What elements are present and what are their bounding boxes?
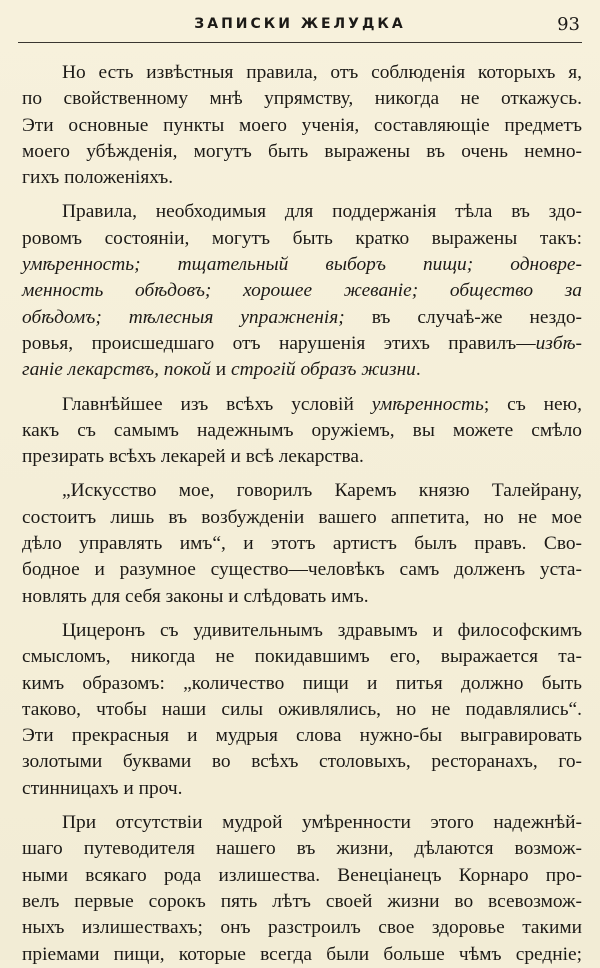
text-line: велъ первые сорокъ пять лѣтъ своей жизни во всевозмож- (22, 890, 582, 912)
text-line (22, 392, 582, 418)
text-line (22, 331, 582, 357)
italic-phrase: умѣренность (371, 393, 484, 415)
paragraph (22, 618, 582, 802)
text-run: . (415, 359, 421, 381)
text-run: ровья, происшедшаго отъ нарушенія этихъ правилъ— (22, 332, 536, 354)
text-line: какъ съ самымъ надежнымъ оружіемъ, вы можете смѣло (22, 419, 582, 441)
running-header (18, 12, 582, 43)
text-line: кимъ образомъ: „количество пищи и питья должно быть (22, 672, 582, 694)
text-line: „Искусство мое, говорилъ Каремъ князю Талейрану, (62, 480, 582, 502)
italic-phrase: избѣ- (535, 332, 582, 354)
text-line: Эти прекрасныя и мудрыя слова нужно-бы выгравировать (22, 725, 582, 747)
text-line: таково, чтобы наши силы оживлялись, но не подавлялись“. (22, 698, 582, 720)
text-line: стинницахъ и проч. (22, 777, 183, 799)
text-line (22, 252, 582, 278)
text-line: шаго путеводителя нашего въ жизни, дѣлаются возмож- (22, 838, 582, 860)
text-line (22, 305, 582, 331)
italic-phrase: умѣренность; тщательный выборъ пищи; одновре- (22, 254, 582, 276)
text-line: При отсутствіи мудрой умѣренности этого надежнѣй- (62, 812, 582, 834)
text-run: въ случаѣ-же нездо- (344, 306, 582, 328)
text-line: ными всякаго рода излишества. Венеціанецъ Корнаро про- (22, 864, 582, 886)
text-line: новлять для себя законы и слѣдовать имъ. (22, 585, 369, 607)
text-run: и (210, 359, 231, 381)
text-line: состоитъ лишь въ возбужденіи вашего аппетита, но не мое (22, 506, 582, 528)
italic-phrase: строгій образъ жизни (230, 359, 416, 381)
italic-phrase: ганіе лекарствъ, покой (22, 359, 211, 381)
text-run: Главнѣйшее изъ всѣхъ условій (62, 393, 372, 415)
text-line (22, 357, 582, 383)
text-line: Цицеронъ съ удивительнымъ здравымъ и философскимъ (62, 619, 582, 641)
text-line: золотыми буквами во всѣхъ столовыхъ, ресторанахъ, го- (22, 751, 582, 773)
body-text (22, 60, 582, 968)
text-line: смысломъ, никогда не покидавшимъ его, выражается та- (22, 646, 582, 668)
text-run: ; съ нею, (483, 393, 582, 415)
text-line: Но есть извѣстныя правила, отъ соблюденія которыхъ я, (62, 62, 582, 83)
text-line: бодное и разумное существо—человѣкъ самъ долженъ уста- (22, 559, 582, 581)
text-line: Эти основные пункты моего ученія, составляющіе предметъ (22, 114, 582, 136)
text-line: ныхъ излишествахъ; онъ разстроилъ свое здоровье такими (22, 917, 582, 939)
text-line: пріемами пищи, которые всегда были больше чѣмъ средніе; (22, 943, 582, 965)
italic-phrase: обѣдомъ; тѣлесныя упражненія; (22, 306, 345, 328)
running-title: ЗАПИСКИ ЖЕЛУДКА (194, 16, 406, 32)
paragraph (22, 199, 582, 383)
text-line: презирать всѣхъ лекарей и всѣ лекарства. (22, 446, 364, 468)
italic-phrase: менность обѣдовъ; хорошее жеваніе; общество за (22, 280, 582, 302)
paragraph (22, 478, 582, 609)
page-number: 93 (557, 14, 580, 35)
text-line: моего убѣжденія, могутъ быть выражены въ очень немно- (22, 140, 582, 162)
text-line: ровомъ состояніи, могутъ быть кратко выражены такъ: (22, 227, 582, 249)
paragraph (22, 392, 582, 471)
text-line (22, 278, 582, 304)
paragraph (22, 60, 582, 191)
text-line: по свойственному мнѣ упрямству, никогда не откажусь. (22, 88, 582, 110)
text-line: дѣло управлять имъ“, и этотъ артистъ былъ правъ. Сво- (22, 533, 582, 555)
paragraph (22, 810, 582, 968)
text-line: Правила, необходимыя для поддержанія тѣла въ здо- (62, 201, 582, 223)
text-line: гихъ положеніяхъ. (22, 167, 174, 189)
